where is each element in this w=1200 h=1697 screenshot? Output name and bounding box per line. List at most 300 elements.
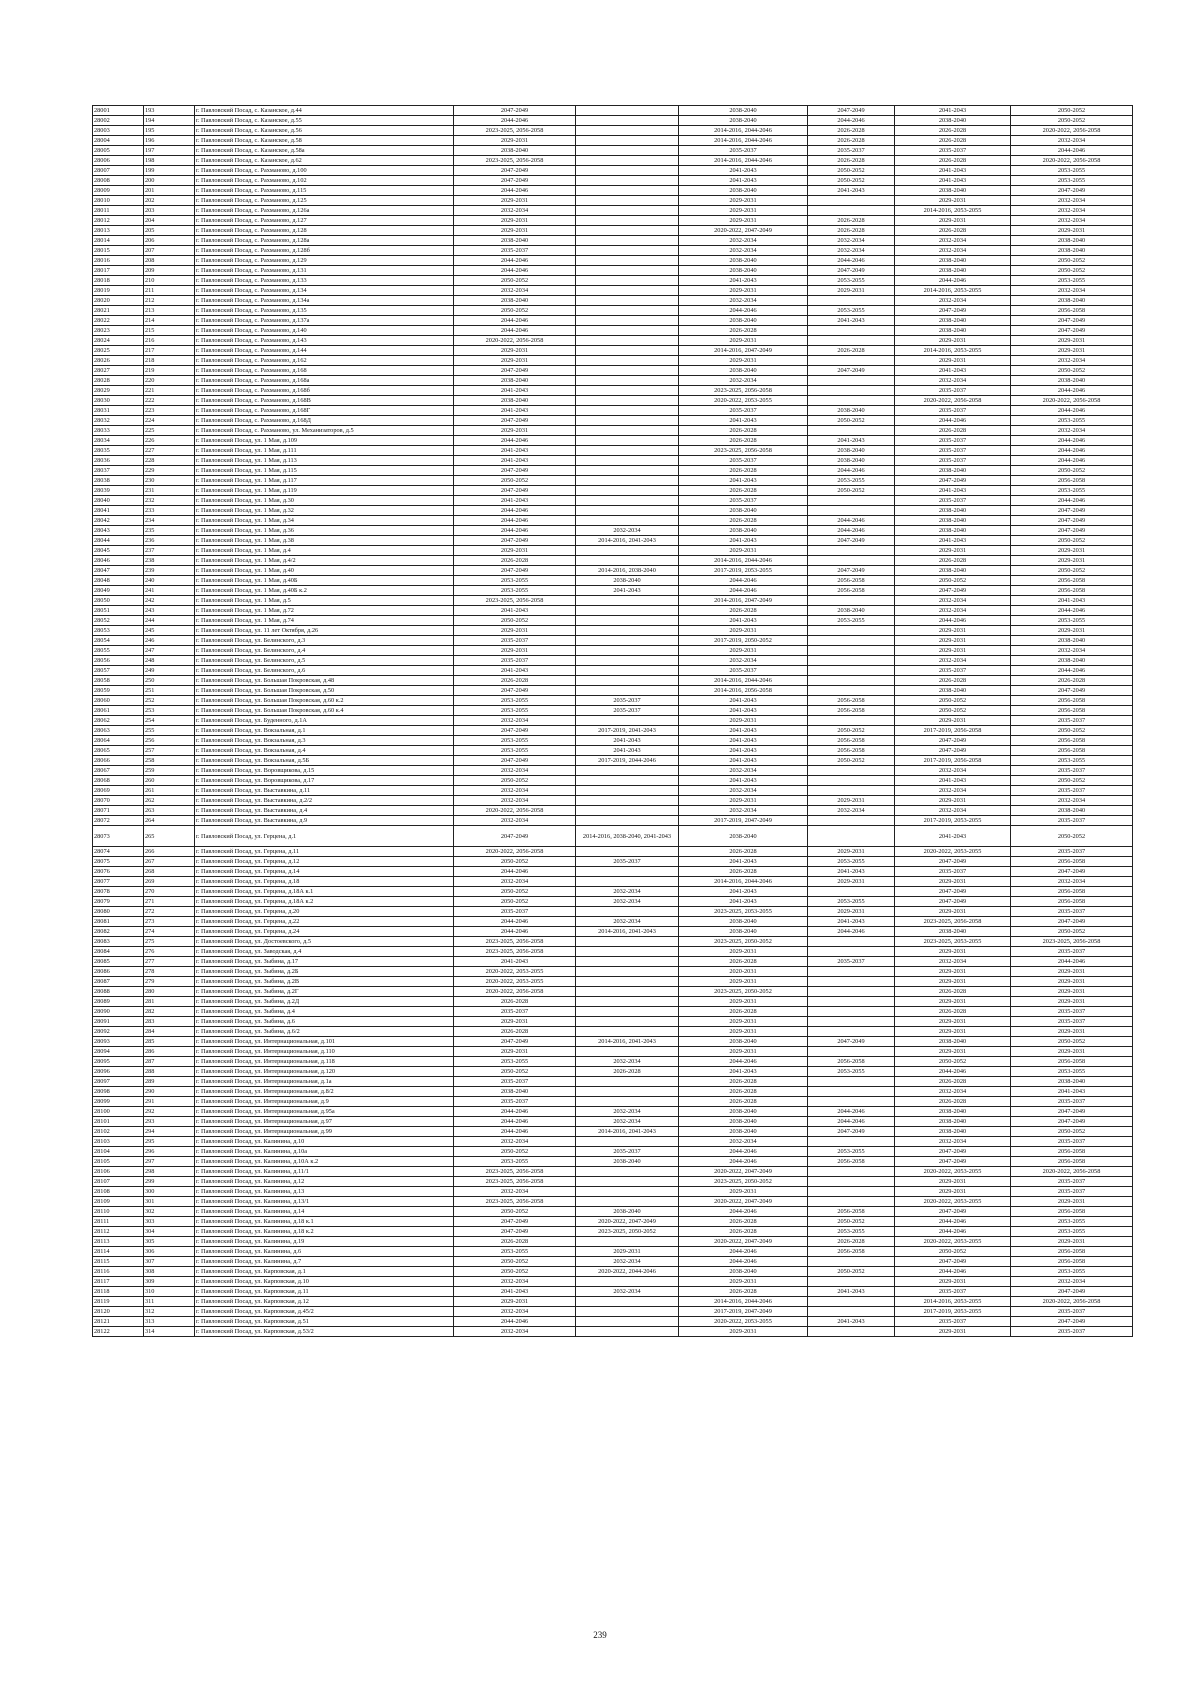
table-row xyxy=(93,1037,1133,1047)
row-id-cell: 28041 xyxy=(93,506,144,516)
year-range-cell-3: 2029-2031 xyxy=(679,1327,808,1337)
year-range-cell-6: 2029-2031 xyxy=(1011,346,1133,356)
year-range-cell-4: 2029-2031 xyxy=(808,907,895,917)
table-row xyxy=(93,1167,1133,1177)
row-id-cell: 28057 xyxy=(93,666,144,676)
year-range-cell-6: 2047-2049 xyxy=(1011,1107,1133,1117)
row-number-cell: 314 xyxy=(144,1327,195,1337)
address-cell: г. Павловский Посад, ул. Интернациональная, д.118 xyxy=(195,1057,454,1067)
year-range-cell-1: 2029-2031 xyxy=(454,426,576,436)
year-range-cell-6: 2038-2040 xyxy=(1011,376,1133,386)
row-id-cell: 28105 xyxy=(93,1157,144,1167)
year-range-cell-4 xyxy=(808,356,895,366)
table-row xyxy=(93,1287,1133,1297)
year-range-cell-3: 2038-2040 xyxy=(679,316,808,326)
row-number-cell: 207 xyxy=(144,246,195,256)
year-range-cell-2: 2014-2016, 2041-2043 xyxy=(576,927,679,937)
row-number-cell: 209 xyxy=(144,266,195,276)
row-id-cell: 28094 xyxy=(93,1047,144,1057)
year-range-cell-2 xyxy=(576,1197,679,1207)
row-id-cell: 28028 xyxy=(93,376,144,386)
year-range-cell-4 xyxy=(808,656,895,666)
address-cell: г. Павловский Посад, ул. Выставкина, д.9 xyxy=(195,816,454,826)
row-id-cell: 28058 xyxy=(93,676,144,686)
year-range-cell-3: 2029-2031 xyxy=(679,716,808,726)
year-range-cell-4 xyxy=(808,546,895,556)
year-range-cell-1: 2050-2052 xyxy=(454,476,576,486)
year-range-cell-1: 2038-2040 xyxy=(454,376,576,386)
table-row xyxy=(93,1297,1133,1307)
year-range-cell-5: 2017-2019, 2053-2055 xyxy=(895,816,1011,826)
address-cell: г. Павловский Посад, ул. Большая Покровская, д.48 xyxy=(195,676,454,686)
table-row xyxy=(93,416,1133,426)
year-range-cell-5: 2041-2043 xyxy=(895,776,1011,786)
year-range-cell-4 xyxy=(808,296,895,306)
year-range-cell-3: 2014-2016, 2044-2046 xyxy=(679,156,808,166)
row-number-cell: 230 xyxy=(144,476,195,486)
year-range-cell-1: 2023-2025, 2056-2058 xyxy=(454,1177,576,1187)
year-range-cell-4 xyxy=(808,506,895,516)
year-range-cell-3: 2029-2031 xyxy=(679,216,808,226)
year-range-cell-6: 2056-2058 xyxy=(1011,706,1133,716)
year-range-cell-3: 2023-2025, 2050-2052 xyxy=(679,987,808,997)
year-range-cell-1: 2041-2043 xyxy=(454,406,576,416)
year-range-cell-4 xyxy=(808,1197,895,1207)
table-row xyxy=(93,1247,1133,1257)
year-range-cell-3: 2026-2028 xyxy=(679,1287,808,1297)
year-range-cell-4: 2053-2055 xyxy=(808,476,895,486)
address-cell: г. Павловский Посад, ул. Герцена, д.1 xyxy=(195,826,454,847)
table-row xyxy=(93,1117,1133,1127)
year-range-cell-2: 2032-2034 xyxy=(576,526,679,536)
row-id-cell: 28048 xyxy=(93,576,144,586)
row-id-cell: 28082 xyxy=(93,927,144,937)
row-number-cell: 244 xyxy=(144,616,195,626)
year-range-cell-3: 2029-2031 xyxy=(679,356,808,366)
table-row xyxy=(93,726,1133,736)
year-range-cell-6: 2035-2037 xyxy=(1011,907,1133,917)
year-range-cell-1: 2029-2031 xyxy=(454,136,576,146)
year-range-cell-2 xyxy=(576,316,679,326)
year-range-cell-6: 2053-2055 xyxy=(1011,166,1133,176)
year-range-cell-1: 2044-2046 xyxy=(454,1117,576,1127)
address-cell: г. Павловский Посад, ул. Выставкина, д.4 xyxy=(195,806,454,816)
year-range-cell-2 xyxy=(576,626,679,636)
year-range-cell-5: 2029-2031 xyxy=(895,1027,1011,1037)
row-id-cell: 28075 xyxy=(93,857,144,867)
row-id-cell: 28104 xyxy=(93,1147,144,1157)
address-cell: г. Павловский Посад, ул. Калинина, д.18 к.1 xyxy=(195,1217,454,1227)
year-range-cell-2 xyxy=(576,1007,679,1017)
year-range-cell-5: 2041-2043 xyxy=(895,366,1011,376)
year-range-cell-4: 2032-2034 xyxy=(808,236,895,246)
row-id-cell: 28115 xyxy=(93,1257,144,1267)
table-row xyxy=(93,116,1133,126)
year-range-cell-4 xyxy=(808,426,895,436)
year-range-cell-4: 2056-2058 xyxy=(808,586,895,596)
address-cell: г. Павловский Посад, ул. 1 Мая, д.72 xyxy=(195,606,454,616)
year-range-cell-2: 2035-2037 xyxy=(576,706,679,716)
address-cell: г. Павловский Посад, ул. Калинина, д.19 xyxy=(195,1237,454,1247)
year-range-cell-6: 2029-2031 xyxy=(1011,1047,1133,1057)
row-number-cell: 305 xyxy=(144,1237,195,1247)
year-range-cell-1: 2026-2028 xyxy=(454,1237,576,1247)
year-range-cell-2: 2038-2040 xyxy=(576,576,679,586)
year-range-cell-4: 2029-2031 xyxy=(808,286,895,296)
row-number-cell: 300 xyxy=(144,1187,195,1197)
year-range-cell-3: 2029-2031 xyxy=(679,546,808,556)
row-number-cell: 256 xyxy=(144,736,195,746)
year-range-cell-3: 2029-2031 xyxy=(679,947,808,957)
year-range-cell-5: 2047-2049 xyxy=(895,746,1011,756)
year-range-cell-6: 2047-2049 xyxy=(1011,1317,1133,1327)
year-range-cell-4: 2041-2043 xyxy=(808,867,895,877)
year-range-cell-6: 2053-2055 xyxy=(1011,1217,1133,1227)
year-range-cell-2 xyxy=(576,476,679,486)
row-number-cell: 226 xyxy=(144,436,195,446)
row-id-cell: 28086 xyxy=(93,967,144,977)
address-cell: г. Павловский Посад, с. Рахманово, д.102 xyxy=(195,176,454,186)
year-range-cell-3: 2017-2019, 2047-2049 xyxy=(679,816,808,826)
year-range-cell-1: 2032-2034 xyxy=(454,877,576,887)
year-range-cell-5: 2044-2046 xyxy=(895,1217,1011,1227)
year-range-cell-4 xyxy=(808,977,895,987)
year-range-cell-1: 2038-2040 xyxy=(454,236,576,246)
row-number-cell: 225 xyxy=(144,426,195,436)
row-number-cell: 298 xyxy=(144,1167,195,1177)
year-range-cell-4 xyxy=(808,626,895,636)
year-range-cell-6: 2044-2046 xyxy=(1011,606,1133,616)
year-range-cell-1: 2038-2040 xyxy=(454,1087,576,1097)
year-range-cell-6: 2032-2034 xyxy=(1011,796,1133,806)
row-number-cell: 212 xyxy=(144,296,195,306)
year-range-cell-1: 2032-2034 xyxy=(454,766,576,776)
row-number-cell: 218 xyxy=(144,356,195,366)
row-number-cell: 277 xyxy=(144,957,195,967)
year-range-cell-2: 2041-2043 xyxy=(576,586,679,596)
year-range-cell-2 xyxy=(576,1317,679,1327)
year-range-cell-5: 2047-2049 xyxy=(895,897,1011,907)
year-range-cell-2 xyxy=(576,266,679,276)
year-range-cell-3: 2035-2037 xyxy=(679,496,808,506)
year-range-cell-2 xyxy=(576,176,679,186)
year-range-cell-2 xyxy=(576,546,679,556)
year-range-cell-1: 2032-2034 xyxy=(454,1277,576,1287)
year-range-cell-2 xyxy=(576,786,679,796)
year-range-cell-5: 2050-2052 xyxy=(895,1247,1011,1257)
year-range-cell-2: 2035-2037 xyxy=(576,857,679,867)
address-cell: г. Павловский Посад, ул. Калинина, д.10а xyxy=(195,1147,454,1157)
row-id-cell: 28062 xyxy=(93,716,144,726)
year-range-cell-3: 2020-2022, 2053-2055 xyxy=(679,1317,808,1327)
year-range-cell-1: 2050-2052 xyxy=(454,306,576,316)
year-range-cell-5: 2029-2031 xyxy=(895,1177,1011,1187)
year-range-cell-6: 2038-2040 xyxy=(1011,636,1133,646)
address-cell: г. Павловский Посад, с. Рахманово, д.128а xyxy=(195,236,454,246)
address-cell: г. Павловский Посад, ул. Воровщикова, д.17 xyxy=(195,776,454,786)
year-range-cell-5: 2032-2034 xyxy=(895,1087,1011,1097)
table-row xyxy=(93,646,1133,656)
year-range-cell-6: 2047-2049 xyxy=(1011,1117,1133,1127)
row-number-cell: 227 xyxy=(144,446,195,456)
table-row xyxy=(93,296,1133,306)
year-range-cell-3: 2044-2046 xyxy=(679,576,808,586)
row-id-cell: 28093 xyxy=(93,1037,144,1047)
year-range-cell-2 xyxy=(576,606,679,616)
year-range-cell-1: 2053-2055 xyxy=(454,736,576,746)
year-range-cell-1: 2041-2043 xyxy=(454,957,576,967)
address-cell: г. Павловский Посад, ул. Карповская, д.12 xyxy=(195,1297,454,1307)
year-range-cell-6: 2050-2052 xyxy=(1011,116,1133,126)
year-range-cell-4: 2032-2034 xyxy=(808,246,895,256)
year-range-cell-2: 2014-2016, 2041-2043 xyxy=(576,1127,679,1137)
address-cell: г. Павловский Посад, с. Рахманово, д.125 xyxy=(195,196,454,206)
year-range-cell-5: 2032-2034 xyxy=(895,656,1011,666)
row-number-cell: 216 xyxy=(144,336,195,346)
address-cell: г. Павловский Посад, ул. Калинина, д.11/1 xyxy=(195,1167,454,1177)
year-range-cell-6: 2047-2049 xyxy=(1011,316,1133,326)
year-range-cell-4: 2026-2028 xyxy=(808,136,895,146)
year-range-cell-4: 2050-2052 xyxy=(808,1267,895,1277)
row-id-cell: 28016 xyxy=(93,256,144,266)
year-range-cell-5: 2038-2040 xyxy=(895,506,1011,516)
year-range-cell-4: 2050-2052 xyxy=(808,166,895,176)
year-range-cell-6: 2050-2052 xyxy=(1011,726,1133,736)
year-range-cell-1: 2035-2037 xyxy=(454,636,576,646)
year-range-cell-6: 2029-2031 xyxy=(1011,977,1133,987)
table-row xyxy=(93,1067,1133,1077)
table-row xyxy=(93,1187,1133,1197)
year-range-cell-2 xyxy=(576,196,679,206)
year-range-cell-2: 2026-2028 xyxy=(576,1067,679,1077)
row-number-cell: 294 xyxy=(144,1127,195,1137)
year-range-cell-3: 2044-2046 xyxy=(679,1257,808,1267)
year-range-cell-4 xyxy=(808,646,895,656)
year-range-cell-3: 2029-2031 xyxy=(679,336,808,346)
year-range-cell-1: 2032-2034 xyxy=(454,816,576,826)
year-range-cell-6: 2035-2037 xyxy=(1011,1177,1133,1187)
row-number-cell: 262 xyxy=(144,796,195,806)
row-number-cell: 205 xyxy=(144,226,195,236)
year-range-cell-4 xyxy=(808,496,895,506)
year-range-cell-1: 2047-2049 xyxy=(454,756,576,766)
year-range-cell-3: 2017-2019, 2047-2049 xyxy=(679,1307,808,1317)
year-range-cell-6: 2044-2046 xyxy=(1011,957,1133,967)
year-range-cell-4: 2038-2040 xyxy=(808,456,895,466)
row-number-cell: 288 xyxy=(144,1067,195,1077)
table-row xyxy=(93,987,1133,997)
row-id-cell: 28050 xyxy=(93,596,144,606)
row-id-cell: 28013 xyxy=(93,226,144,236)
year-range-cell-3: 2026-2028 xyxy=(679,1227,808,1237)
table-row xyxy=(93,546,1133,556)
year-range-cell-4: 2044-2046 xyxy=(808,1107,895,1117)
year-range-cell-5: 2032-2034 xyxy=(895,596,1011,606)
row-id-cell: 28087 xyxy=(93,977,144,987)
year-range-cell-5: 2035-2037 xyxy=(895,146,1011,156)
year-range-cell-2 xyxy=(576,186,679,196)
row-number-cell: 295 xyxy=(144,1137,195,1147)
year-range-cell-3: 2029-2031 xyxy=(679,196,808,206)
year-range-cell-5: 2047-2049 xyxy=(895,1147,1011,1157)
table-row xyxy=(93,376,1133,386)
table-row xyxy=(93,1107,1133,1117)
year-range-cell-6: 2035-2037 xyxy=(1011,786,1133,796)
row-id-cell: 28110 xyxy=(93,1207,144,1217)
year-range-cell-3: 2026-2028 xyxy=(679,847,808,857)
year-range-cell-3: 2038-2040 xyxy=(679,116,808,126)
year-range-cell-6: 2035-2037 xyxy=(1011,1187,1133,1197)
row-id-cell: 28073 xyxy=(93,826,144,847)
year-range-cell-6: 2041-2043 xyxy=(1011,596,1133,606)
table-row xyxy=(93,1327,1133,1337)
year-range-cell-6: 2044-2046 xyxy=(1011,436,1133,446)
address-cell: г. Павловский Посад, ул. Вокзальная, д.5Б xyxy=(195,756,454,766)
row-number-cell: 287 xyxy=(144,1057,195,1067)
row-id-cell: 28052 xyxy=(93,616,144,626)
address-cell: г. Павловский Посад, с. Рахманово, д.168б xyxy=(195,386,454,396)
year-range-cell-3: 2044-2046 xyxy=(679,1157,808,1167)
table-row xyxy=(93,536,1133,546)
year-range-cell-6: 2038-2040 xyxy=(1011,1077,1133,1087)
year-range-cell-3: 2026-2028 xyxy=(679,436,808,446)
year-range-cell-2: 2041-2043 xyxy=(576,746,679,756)
year-range-cell-2 xyxy=(576,997,679,1007)
year-range-cell-1: 2050-2052 xyxy=(454,776,576,786)
year-range-cell-6: 2050-2052 xyxy=(1011,826,1133,847)
year-range-cell-6: 2047-2049 xyxy=(1011,686,1133,696)
year-range-cell-1: 2047-2049 xyxy=(454,106,576,116)
table-row xyxy=(93,816,1133,826)
address-cell: г. Павловский Посад, ул. Герцена, д.18А к.2 xyxy=(195,897,454,907)
row-id-cell: 28085 xyxy=(93,957,144,967)
table-row xyxy=(93,476,1133,486)
year-range-cell-6: 2029-2031 xyxy=(1011,967,1133,977)
year-range-cell-6: 2053-2055 xyxy=(1011,486,1133,496)
year-range-cell-1: 2029-2031 xyxy=(454,196,576,206)
table-row xyxy=(93,346,1133,356)
row-number-cell: 282 xyxy=(144,1007,195,1017)
row-number-cell: 236 xyxy=(144,536,195,546)
row-id-cell: 28109 xyxy=(93,1197,144,1207)
year-range-cell-3: 2029-2031 xyxy=(679,626,808,636)
year-range-cell-1: 2044-2046 xyxy=(454,256,576,266)
year-range-cell-6: 2053-2055 xyxy=(1011,1267,1133,1277)
row-number-cell: 303 xyxy=(144,1217,195,1227)
year-range-cell-4: 2029-2031 xyxy=(808,877,895,887)
year-range-cell-2 xyxy=(576,686,679,696)
year-range-cell-6: 2053-2055 xyxy=(1011,616,1133,626)
year-range-cell-1: 2020-2022, 2056-2058 xyxy=(454,847,576,857)
year-range-cell-6: 2053-2055 xyxy=(1011,756,1133,766)
row-number-cell: 267 xyxy=(144,857,195,867)
row-number-cell: 255 xyxy=(144,726,195,736)
year-range-cell-4: 2050-2052 xyxy=(808,176,895,186)
table-row xyxy=(93,276,1133,286)
table-row xyxy=(93,1057,1133,1067)
table-row xyxy=(93,1227,1133,1237)
year-range-cell-5: 2044-2046 xyxy=(895,616,1011,626)
table-row xyxy=(93,1127,1133,1137)
row-number-cell: 223 xyxy=(144,406,195,416)
year-range-cell-1: 2044-2046 xyxy=(454,506,576,516)
year-range-cell-3: 2041-2043 xyxy=(679,857,808,867)
year-range-cell-4: 2026-2028 xyxy=(808,1237,895,1247)
year-range-cell-4: 2044-2046 xyxy=(808,116,895,126)
row-number-cell: 220 xyxy=(144,376,195,386)
year-range-cell-5: 2026-2028 xyxy=(895,426,1011,436)
year-range-cell-5: 2014-2016, 2053-2055 xyxy=(895,346,1011,356)
year-range-cell-6: 2035-2037 xyxy=(1011,947,1133,957)
table-row xyxy=(93,1017,1133,1027)
row-number-cell: 238 xyxy=(144,556,195,566)
row-number-cell: 274 xyxy=(144,927,195,937)
year-range-cell-5: 2044-2046 xyxy=(895,276,1011,286)
year-range-cell-5: 2035-2037 xyxy=(895,456,1011,466)
table-row xyxy=(93,616,1133,626)
address-cell: г. Павловский Посад, с. Рахманово, д.168Г xyxy=(195,406,454,416)
year-range-cell-2 xyxy=(576,967,679,977)
row-number-cell: 271 xyxy=(144,897,195,907)
row-id-cell: 28020 xyxy=(93,296,144,306)
year-range-cell-5: 2035-2037 xyxy=(895,867,1011,877)
year-range-cell-2 xyxy=(576,336,679,346)
address-cell: г. Павловский Посад, с. Рахманово, д.162 xyxy=(195,356,454,366)
year-range-cell-1: 2053-2055 xyxy=(454,1157,576,1167)
year-range-cell-1: 2023-2025, 2056-2058 xyxy=(454,1197,576,1207)
year-range-cell-6: 2044-2046 xyxy=(1011,666,1133,676)
year-range-cell-2 xyxy=(576,1177,679,1187)
year-range-cell-6: 2035-2037 xyxy=(1011,1007,1133,1017)
year-range-cell-2 xyxy=(576,456,679,466)
row-id-cell: 28071 xyxy=(93,806,144,816)
row-number-cell: 263 xyxy=(144,806,195,816)
row-id-cell: 28051 xyxy=(93,606,144,616)
table-row xyxy=(93,686,1133,696)
year-range-cell-2 xyxy=(576,116,679,126)
year-range-cell-1: 2044-2046 xyxy=(454,326,576,336)
year-range-cell-4: 2053-2055 xyxy=(808,897,895,907)
year-range-cell-5: 2029-2031 xyxy=(895,356,1011,366)
year-range-cell-1: 2044-2046 xyxy=(454,867,576,877)
address-cell: г. Павловский Посад, ул. Вокзальная, д.4 xyxy=(195,746,454,756)
row-id-cell: 28090 xyxy=(93,1007,144,1017)
row-number-cell: 211 xyxy=(144,286,195,296)
table-row xyxy=(93,1157,1133,1167)
year-range-cell-2 xyxy=(576,496,679,506)
year-range-cell-2: 2032-2034 xyxy=(576,1117,679,1127)
year-range-cell-6: 2029-2031 xyxy=(1011,626,1133,636)
year-range-cell-1: 2035-2037 xyxy=(454,1077,576,1087)
table-row xyxy=(93,576,1133,586)
year-range-cell-5: 2038-2040 xyxy=(895,927,1011,937)
year-range-cell-4: 2044-2046 xyxy=(808,516,895,526)
table-row xyxy=(93,426,1133,436)
year-range-cell-6: 2056-2058 xyxy=(1011,857,1133,867)
year-range-cell-3: 2029-2031 xyxy=(679,1277,808,1287)
year-range-cell-4 xyxy=(808,1177,895,1187)
year-range-cell-1: 2044-2046 xyxy=(454,436,576,446)
year-range-cell-5: 2035-2037 xyxy=(895,496,1011,506)
year-range-cell-1: 2026-2028 xyxy=(454,997,576,1007)
year-range-cell-5: 2017-2019, 2053-2055 xyxy=(895,1307,1011,1317)
year-range-cell-5: 2041-2043 xyxy=(895,106,1011,116)
year-range-cell-5: 2023-2025, 2056-2058 xyxy=(895,917,1011,927)
year-range-cell-2 xyxy=(576,1097,679,1107)
row-id-cell: 28106 xyxy=(93,1167,144,1177)
table-row xyxy=(93,786,1133,796)
year-range-cell-1: 2044-2046 xyxy=(454,927,576,937)
